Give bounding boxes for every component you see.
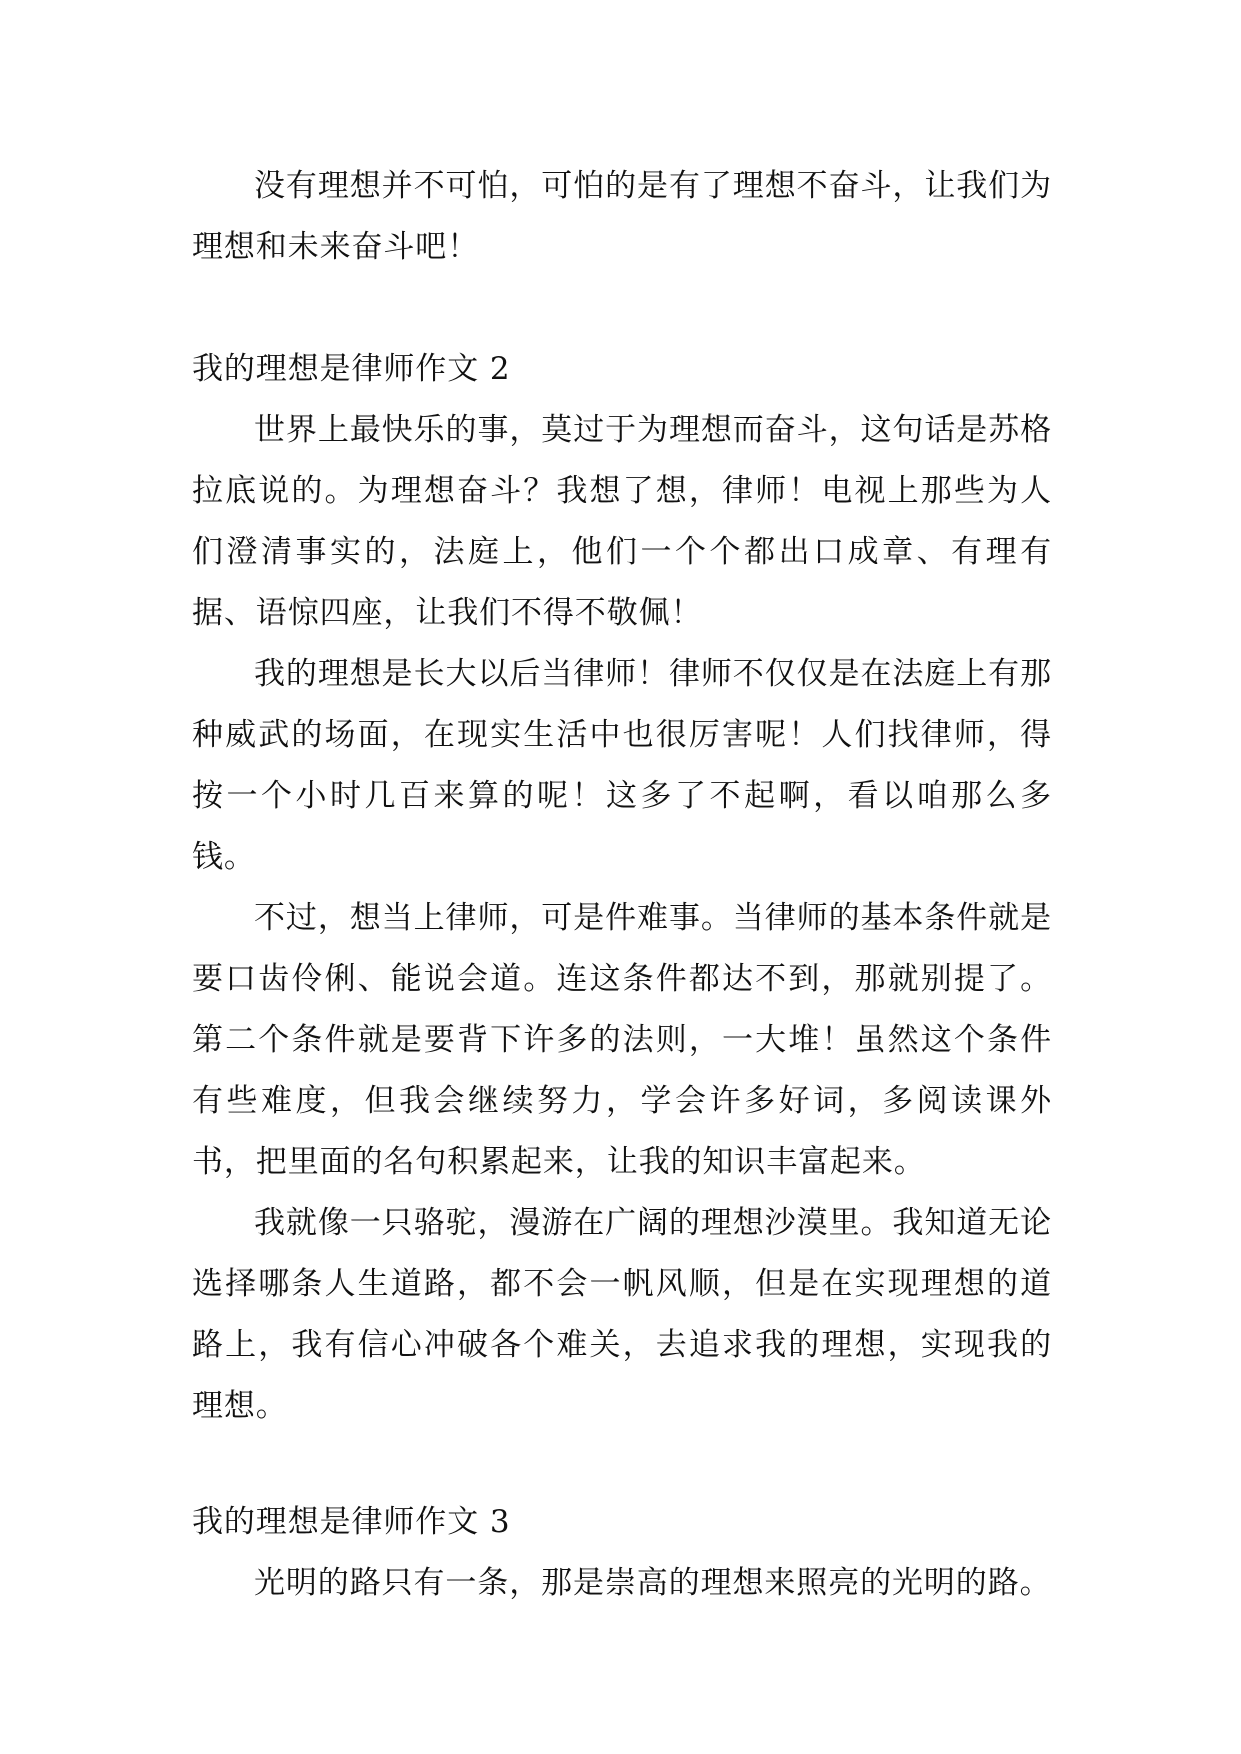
section-2-paragraph-3: 不过，想当上律师，可是件难事。当律师的基本条件就是要口齿伶俐、能说会道。连这条件都达不到，那就别提了。第二个条件就是要背下许多的法则，一大堆！虽然这个条件有些难度，但我会继续努力，学会许多好词，多阅读课外书，把里面的名句积累起来，让我的知识丰富起来。 <box>192 900 1052 1180</box>
section-heading-2: 我的理想是律师作文 2 <box>192 351 511 387</box>
paragraph-intro: 没有理想并不可怕，可怕的是有了理想不奋斗，让我们为理想和未来奋斗吧！ <box>192 168 1052 265</box>
section-heading-3: 我的理想是律师作文 3 <box>192 1504 511 1540</box>
document-body <box>192 156 1052 1614</box>
section-2-paragraph-2: 我的理想是长大以后当律师！律师不仅仅是在法庭上有那种威武的场面，在现实生活中也很厉害呢！人们找律师，得按一个小时几百来算的呢！这多了不起啊，看以咱那么多钱。 <box>192 656 1052 875</box>
section-2-paragraph-4: 我就像一只骆驼，漫游在广阔的理想沙漠里。我知道无论选择哪条人生道路，都不会一帆风顺，但是在实现理想的道路上，我有信心冲破各个难关，去追求我的理想，实现我的理想。 <box>192 1205 1052 1424</box>
section-2-paragraph-1: 世界上最快乐的事，莫过于为理想而奋斗，这句话是苏格拉底说的。为理想奋斗？我想了想，律师！电视上那些为人们澄清事实的，法庭上，他们一个个都出口成章、有理有据、语惊四座，让我们不得不敬佩！ <box>192 412 1052 631</box>
section-3-paragraph-1: 光明的路只有一条，那是崇高的理想来照亮的光明的路。 <box>254 1565 1052 1601</box>
